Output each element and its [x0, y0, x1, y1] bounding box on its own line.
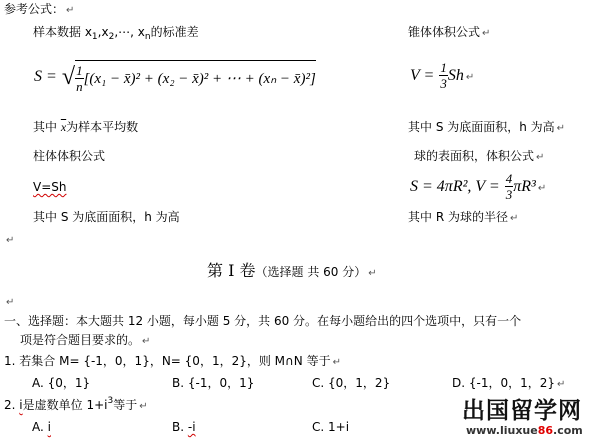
cone-note: 其中 S 为底面面积，h 为高 ↵ [408, 120, 566, 134]
formula-reference-heading: 参考公式： ↵ [4, 2, 75, 16]
q1-option-d: D. {-1，0，1，2} ↵ [452, 376, 566, 390]
sphere-formula: S = 4πR², V = $\frac{4}{3}$ πR³ ↵ [410, 171, 547, 202]
cone-volume-formula: V = $\frac{1}{3}$ Sh ↵ [410, 60, 475, 91]
q1-option-c: C. {0，1，2} [312, 376, 391, 390]
cone-volume-label: 锥体体积公式 ↵ [408, 25, 491, 39]
q2-option-b: B. -i [172, 420, 196, 434]
blank-line-mark-2: ↵ [6, 297, 15, 308]
blank-line-mark: ↵ [6, 235, 15, 246]
prism-volume-label: 柱体体积公式 [33, 149, 106, 163]
stddev-formula: S = √ $\frac{1}{n}$ [(x₁ − x̄)² + (x₂ − x̄)² + ⋯ + (xₙ − x̄)²] [34, 56, 316, 96]
section-title: 第 I 卷（选择题 共 60 分） ↵ [207, 261, 377, 280]
mean-note: 其中 $\overline{x}$为样本平均数 [33, 120, 139, 134]
q2-option-c: C. 1+i [312, 420, 350, 434]
question-2: 2. i是虚数单位 $1+i^3$等于 ↵ [4, 396, 148, 412]
q1-option-a: A. {0，1} [32, 376, 91, 390]
q2-option-a: A. i [32, 420, 51, 434]
instructions-line-1: 一、选择题：本大题共 12 小题，每小题 5 分，共 60 分。在每小题给出的四个选项中，只有一个 [4, 314, 522, 328]
question-1: 1. 若集合 M= {-1，0，1}，N= {0，1，2}，则 M∩N 等于 ↵ [4, 354, 341, 368]
q1-option-b: B. {-1，0，1} [172, 376, 255, 390]
sphere-note: 其中 R 为球的半径 ↵ [408, 210, 519, 224]
sphere-label: 球的表面积，体积公式 ↵ [414, 149, 545, 163]
stddev-label: 样本数据 $x_1,x_2,\cdots$, $x_n$的标准差 [33, 25, 199, 42]
prism-note: 其中 S 为底面面积，h 为高 [33, 210, 180, 224]
watermark-url: www.liuxue86.com [466, 424, 583, 437]
watermark-title: 出国留学网 [462, 398, 582, 424]
prism-volume-formula: V=Sh [33, 180, 67, 194]
instructions-line-2: 项是符合题目要求的。 ↵ [20, 333, 151, 347]
